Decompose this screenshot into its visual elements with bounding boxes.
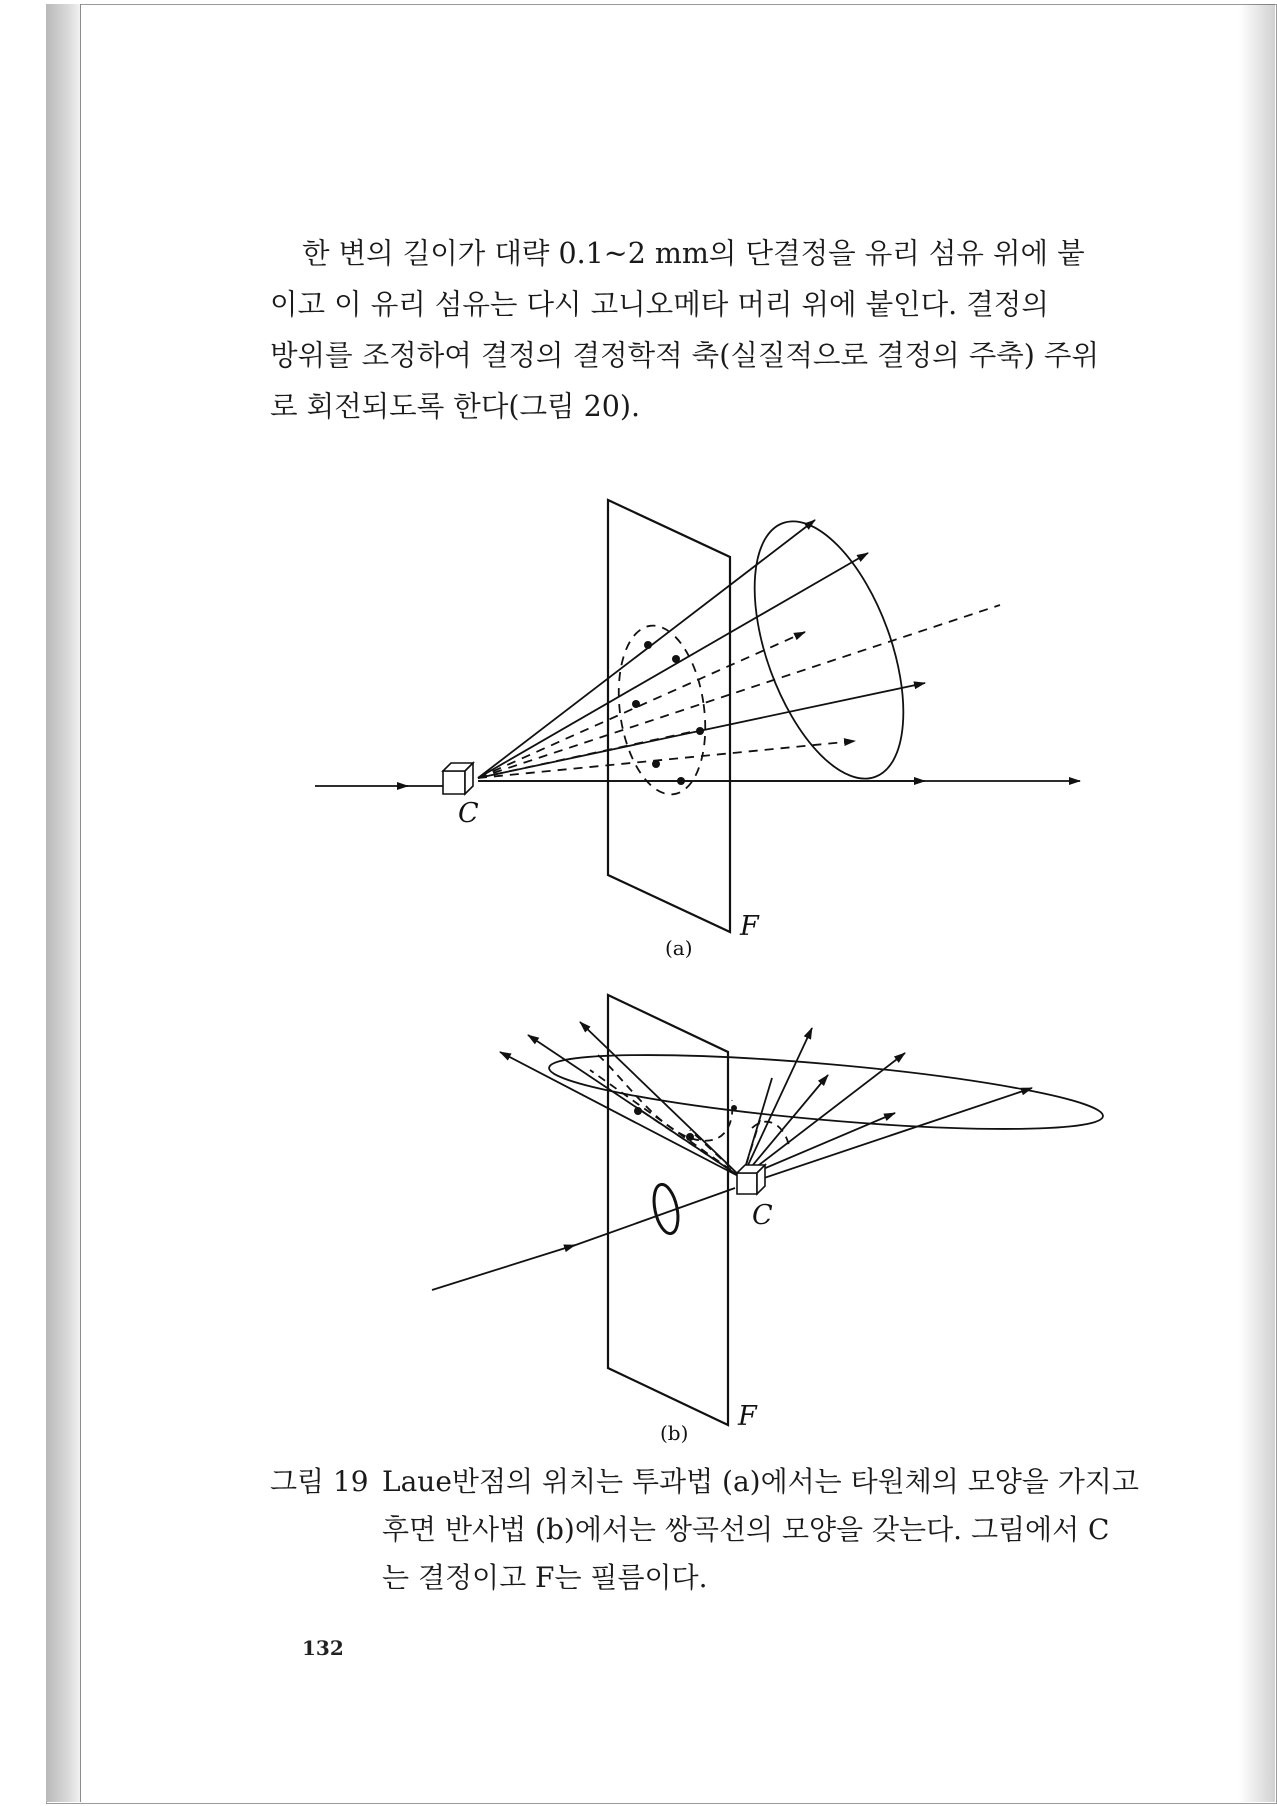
film-label-b: F (738, 1401, 757, 1432)
laue-spot (686, 1133, 694, 1141)
caption-label: 그림 19 (270, 1465, 369, 1498)
reflected-ray (742, 1028, 812, 1178)
crystal-cube-a (443, 763, 473, 794)
cone-ellipse (725, 502, 934, 798)
laue-spot (644, 641, 652, 649)
film-plane-b (608, 995, 728, 1425)
laue-spot (634, 1107, 642, 1115)
pinhole (650, 1182, 682, 1235)
crystal-label-a: C (458, 798, 479, 829)
transmitted-beam-b (755, 1088, 1032, 1181)
hyperbola-locus (598, 1055, 732, 1141)
laue-spot (731, 1105, 737, 1111)
laue-spots-a (632, 641, 704, 785)
crystal-cube-b (737, 1165, 765, 1194)
paragraph-line-2: 이고 이 유리 섬유는 다시 고니오메타 머리 위에 붙인다. 결정의 (270, 288, 1049, 321)
laue-spot (632, 700, 640, 708)
diffracted-ray-dashed (478, 730, 700, 778)
reflected-ray (500, 1052, 742, 1178)
laue-spot (696, 727, 704, 735)
caption-body (382, 1458, 1139, 1602)
film-label-a: F (740, 911, 759, 942)
laue-spot (672, 655, 680, 663)
reflected-ray-dashed (640, 1110, 742, 1178)
paragraph-line-3: 방위를 조정하여 결정의 결정학적 축(실질적으로 결정의 주축) 주위 (270, 339, 1099, 372)
spot-locus-ellipse (609, 620, 716, 800)
caption-line-2: 후면 반사법 (b)에서는 쌍곡선의 모양을 갖는다. 그림에서 C (382, 1513, 1110, 1546)
caption-line-3: 는 결정이고 F는 필름이다. (382, 1561, 708, 1594)
caption-line-1: Laue반점의 위치는 투과법 (a)에서는 타원체의 모양을 가지고 (382, 1465, 1139, 1498)
panel-label-b: (b) (660, 1421, 689, 1445)
diagram-transmission (315, 500, 1080, 932)
diffracted-ray-dashed (478, 741, 855, 778)
laue-spot (652, 760, 660, 768)
paragraph-line-4: 로 회전되도록 한다(그림 20). (270, 390, 641, 423)
incident-beam-b-tail (570, 1188, 735, 1247)
reflected-ray (742, 1053, 905, 1178)
paragraph-line-1: 한 변의 길이가 대략 0.1~2 mm의 단결정을 유리 섬유 위에 붙 (302, 237, 1085, 270)
laue-spot (677, 777, 685, 785)
diffracted-ray (478, 553, 868, 778)
incident-beam-b (432, 1245, 575, 1290)
panel-label-a: (a) (665, 936, 693, 960)
film-plane-a (608, 500, 730, 932)
crystal-label-b: C (752, 1200, 773, 1231)
page-number: 132 (302, 1636, 344, 1660)
